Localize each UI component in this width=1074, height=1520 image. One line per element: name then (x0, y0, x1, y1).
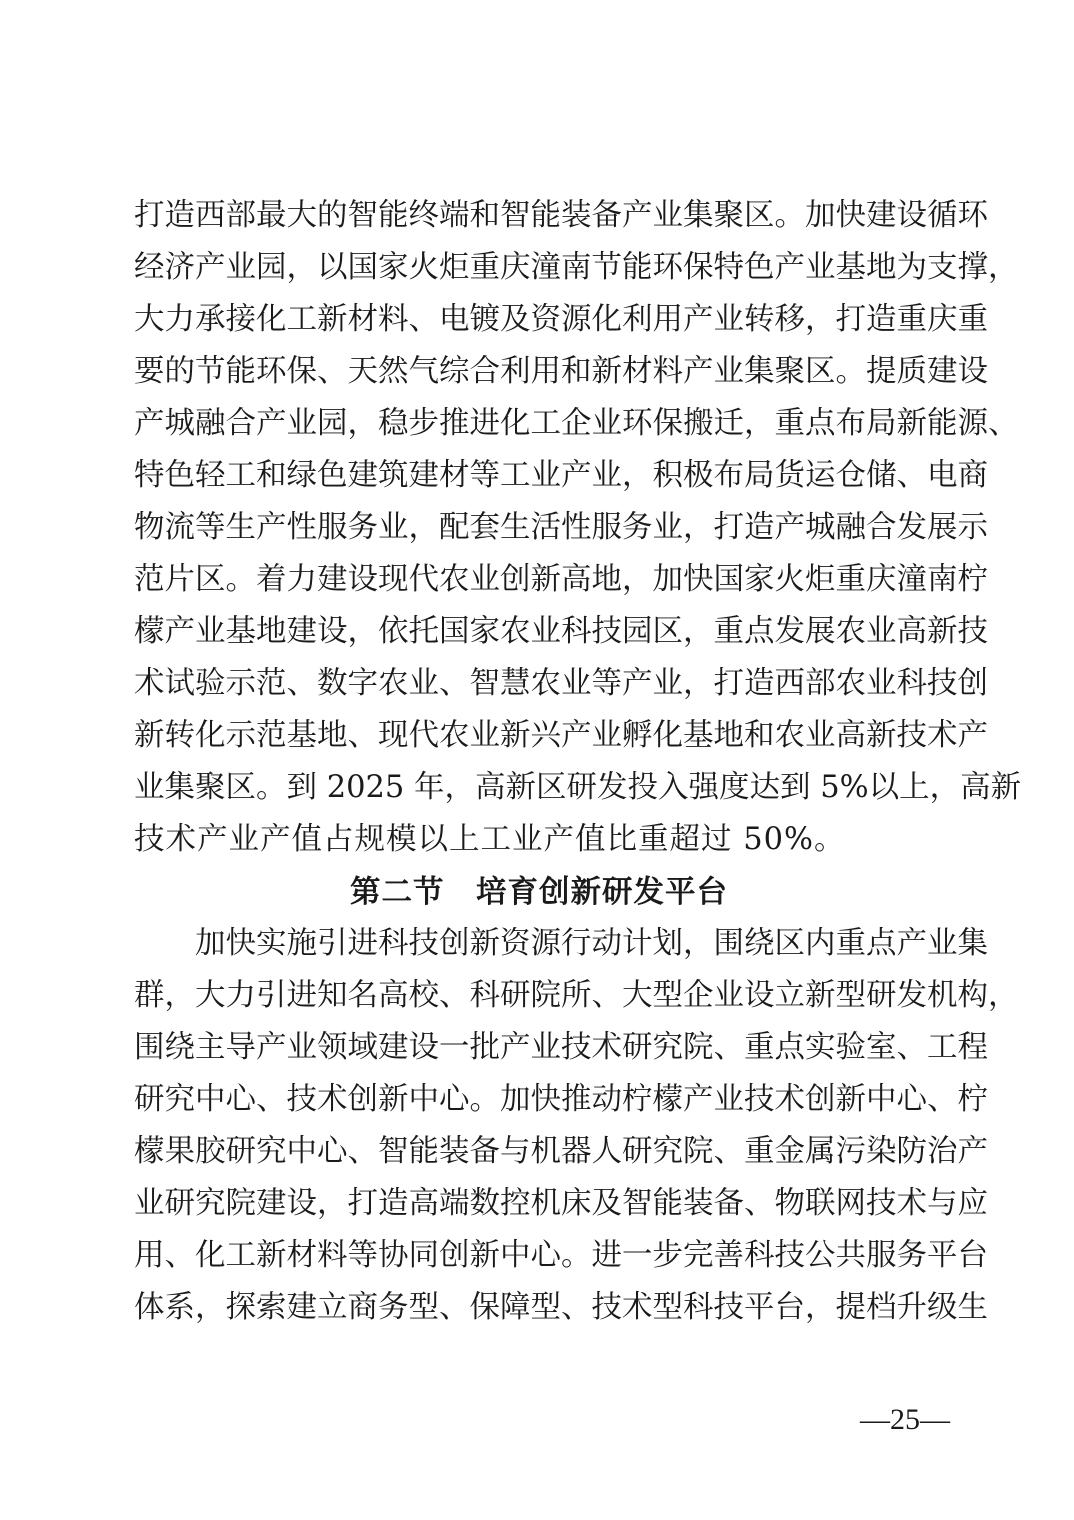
text-line: 新转化示范基地、现代农业新兴产业孵化基地和农业高新技术产 (134, 718, 988, 753)
text-line: 术试验示范、数字农业、智慧农业等产业，打造西部农业科技创 (134, 666, 988, 701)
page-number: —25— (860, 1403, 950, 1436)
text-line: 业集聚区。到 2025 年，高新区研发投入强度达到 5%以上，高新 (134, 770, 1022, 805)
section-heading: 第二节 培育创新研发平台 (350, 874, 728, 910)
text-line: 大力承接化工新材料、电镀及资源化利用产业转移，打造重庆重 (134, 302, 988, 337)
text-line: 研究中心、技术创新中心。加快推动柠檬产业技术创新中心、柠 (134, 1082, 988, 1117)
text-line: 围绕主导产业领域建设一批产业技术研究院、重点实验室、工程 (134, 1030, 988, 1065)
body-text (134, 190, 1022, 1334)
text-line: 檬果胶研究中心、智能装备与机器人研究院、重金属污染防治产 (134, 1134, 988, 1169)
text-line: 要的节能环保、天然气综合利用和新材料产业集聚区。提质建设 (134, 354, 988, 389)
text-line: 檬产业基地建设，依托国家农业科技园区，重点发展农业高新技 (134, 614, 988, 649)
text-line: 体系，探索建立商务型、保障型、技术型科技平台，提档升级生 (134, 1290, 988, 1325)
paragraph-2 (134, 918, 1019, 1334)
paragraph-1 (134, 190, 1022, 866)
text-line: 产城融合产业园，稳步推进化工企业环保搬迁，重点布局新能源、 (134, 406, 1019, 441)
text-line: 打造西部最大的智能终端和智能装备产业集聚区。加快建设循环 (134, 198, 988, 233)
text-line: 群，大力引进知名高校、科研院所、大型企业设立新型研发机构， (134, 978, 1019, 1013)
text-line: 业研究院建设，打造高端数控机床及智能装备、物联网技术与应 (134, 1186, 988, 1221)
text-line: 加快实施引进科技创新资源行动计划，围绕区内重点产业集 (134, 926, 988, 961)
text-line: 物流等生产性服务业，配套生活性服务业，打造产城融合发展示 (134, 510, 988, 545)
text-line: 特色轻工和绿色建筑建材等工业产业，积极布局货运仓储、电商 (134, 458, 988, 493)
text-line: 经济产业园，以国家火炬重庆潼南节能环保特色产业基地为支撑， (134, 250, 1019, 285)
text-line: 用、化工新材料等协同创新中心。进一步完善科技公共服务平台 (134, 1238, 988, 1273)
text-line: 技术产业产值占规模以上工业产值比重超过 50%。 (134, 822, 846, 857)
text-line: 范片区。着力建设现代农业创新高地，加快国家火炬重庆潼南柠 (134, 562, 988, 597)
